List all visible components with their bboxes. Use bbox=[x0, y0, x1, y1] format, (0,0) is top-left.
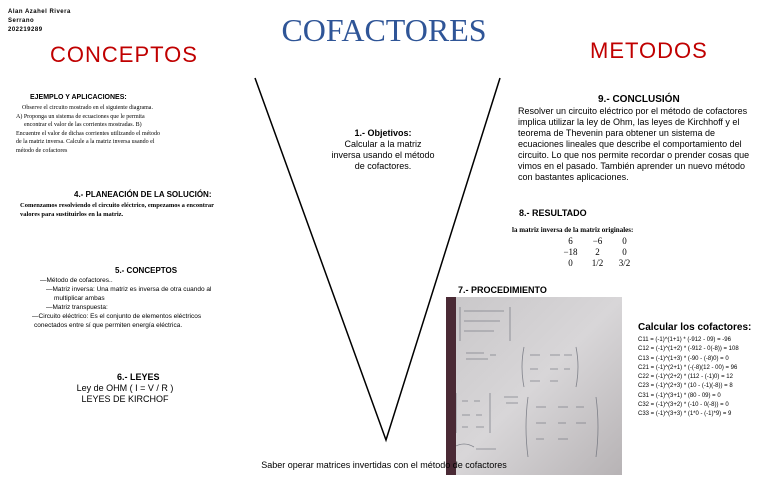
conceptos-line: —Método de cofactores.. bbox=[40, 277, 113, 284]
objetivos-line: Calcular a la matriz bbox=[344, 139, 422, 149]
cofactores-list bbox=[638, 336, 768, 420]
leyes-body bbox=[50, 383, 200, 405]
cofactor-line: C32 = (-1)^(3+2) * (-10 - 0(-8)) = 0 bbox=[638, 402, 729, 409]
matrix-label: la matriz inversa de la matriz originales: bbox=[512, 226, 634, 234]
author-name: Alan Azahel Rivera bbox=[8, 9, 71, 15]
author-id: 202219289 bbox=[8, 27, 43, 33]
procedimiento-title: 7.- PROCEDIMIENTO bbox=[458, 285, 547, 295]
matrix-cell: 6 bbox=[568, 236, 573, 246]
handwriting-sketch bbox=[446, 297, 622, 475]
ejemplo-title: EJEMPLO Y APLICACIONES: bbox=[30, 94, 127, 101]
cofactor-line: C13 = (-1)^(1+3) * (-90 - (-8)0) = 0 bbox=[638, 355, 729, 362]
cofactor-line: C22 = (-1)^(2+2) * (112 - (-1)0) = 12 bbox=[638, 374, 733, 381]
ejemplo-line: de la matriz inversa. Calcule a la matriz inversa usando el bbox=[16, 139, 155, 145]
procedure-photo bbox=[446, 297, 622, 475]
planeacion-line: valores para sustituirlos en la matriz. bbox=[20, 211, 124, 218]
cofactores-title: Calcular los cofactores: bbox=[638, 322, 752, 333]
author-surname: Serrano bbox=[8, 18, 35, 24]
objetivos-block bbox=[318, 128, 448, 172]
objetivos-line: de cofactores. bbox=[354, 161, 412, 171]
conceptos-line: conectados entre sí que permiten energía eléctrica. bbox=[34, 322, 183, 329]
matrix-cell: 2 bbox=[595, 247, 600, 257]
conceptos-body bbox=[20, 276, 260, 330]
matrix-cell: −6 bbox=[592, 236, 603, 246]
cofactor-line: C31 = (-1)^(3+1) * (80 - 09) = 0 bbox=[638, 392, 721, 399]
cofactor-line: C12 = (-1)^(1+2) * (-912 - 0(-8)) = 108 bbox=[638, 346, 739, 353]
cofactor-line: C21 = (-1)^(2+1) * (-(-8)(12 - 00) = 96 bbox=[638, 364, 738, 371]
conceptos-header: CONCEPTOS bbox=[50, 42, 198, 67]
conceptos-line: —Matriz inversa: Una matriz es inversa de otra cuando al bbox=[46, 286, 212, 293]
matrix-cell: 3/2 bbox=[618, 258, 631, 268]
matrix-cell: 1/2 bbox=[591, 258, 604, 268]
leyes-title: 6.- LEYES bbox=[117, 372, 160, 382]
ejemplo-line: Encuentre el valor de dichas corrientes utilizando el método bbox=[16, 130, 160, 137]
metodos-header: METODOS bbox=[590, 38, 708, 63]
conceptos-line: —Circuito eléctrico: Es el conjunto de elementos eléctricos bbox=[32, 313, 202, 320]
ejemplo-line: Observe el circuito mostrado en el siguiente diagrama. bbox=[22, 105, 153, 111]
matrix-cell: 0 bbox=[622, 247, 627, 257]
conceptos-line: —Matriz transpuesta: bbox=[46, 304, 108, 311]
matrix-cell: −18 bbox=[563, 247, 578, 257]
page-title: COFACTORES bbox=[281, 12, 487, 48]
conclusion-title: 9.- CONCLUSIÓN bbox=[598, 94, 680, 105]
cofactor-line: C11 = (-1)^(1+1) * (-912 - 09) = -96 bbox=[638, 337, 731, 343]
objetivos-title: 1.- Objetivos: bbox=[354, 128, 412, 138]
objetivos-line: inversa usando el método bbox=[331, 150, 435, 160]
conceptos-title: 5.- CONCEPTOS bbox=[115, 266, 178, 275]
ejemplo-body bbox=[16, 104, 206, 155]
conclusion-text: Resolver un circuito eléctrico por el método de cofactores implica utilizar la ley de Ohm, las leyes de Kirchhoff y el teorema de Thevenin para obtener un sistema de ecuaciones lineales que describe el comportamiento del circuito. Lo que nos permite recordar o prender cosas que vimos en el pasado. También aprender un nuevo método con bastantes aplicaciones. bbox=[518, 106, 750, 182]
leyes-line: LEYES DE KIRCHOF bbox=[81, 394, 169, 404]
planeacion-body bbox=[20, 201, 260, 219]
result-matrix bbox=[557, 236, 647, 269]
cofactor-line: C33 = (-1)^(3+3) * (1*0 - (-1)*9) = 9 bbox=[638, 411, 732, 418]
ejemplo-line: método de cofactores bbox=[16, 147, 68, 154]
planeacion-line: Comenzamos resolviendo el circuito eléctrico, empezamos a encontrar bbox=[20, 202, 214, 209]
conceptos-line: multiplicar ambas bbox=[54, 295, 105, 302]
footer-text: Saber operar matrices invertidas con el método de cofactores bbox=[261, 460, 507, 470]
planeacion-title: 4.- PLANEACIÓN DE LA SOLUCIÓN: bbox=[74, 190, 212, 199]
leyes-line: Ley de OHM ( I = V / R ) bbox=[76, 383, 174, 393]
matrix-cell: 0 bbox=[622, 236, 627, 246]
ejemplo-line: A) Proponga un sistema de ecuaciones que le permita bbox=[16, 113, 145, 120]
matrix-cell: 0 bbox=[568, 258, 573, 268]
ejemplo-line: encontrar el valor de las corrientes mostradas. B) bbox=[24, 122, 142, 128]
cofactor-line: C23 = (-1)^(2+3) * (10 - (-1)(-8)) = 8 bbox=[638, 383, 733, 390]
resultado-title: 8.- RESULTADO bbox=[519, 208, 587, 218]
